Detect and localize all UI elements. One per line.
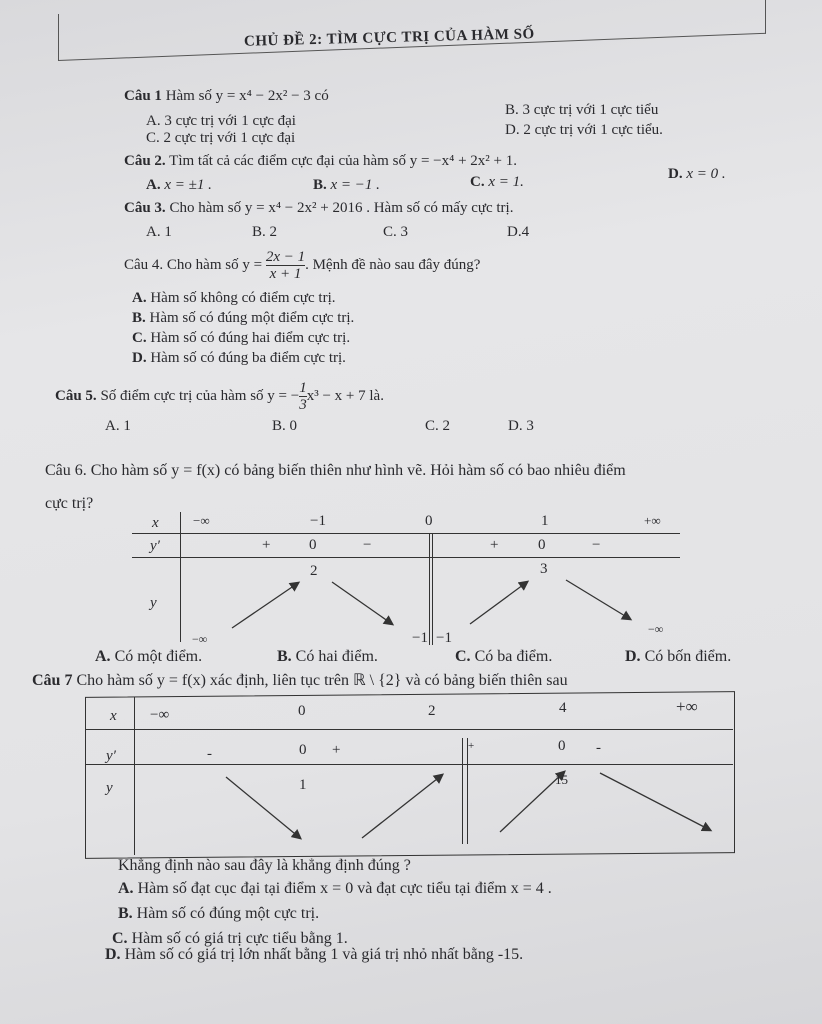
q7-sign: - [596, 740, 601, 756]
q5-label: Câu 5. [55, 387, 97, 404]
q7-table-border [85, 691, 735, 859]
q4-numerator: 2x − 1 [265, 249, 306, 265]
q7-d-letter: D. [105, 946, 121, 963]
q7-sign: + [468, 740, 475, 752]
q6-c-letter: C. [455, 648, 471, 665]
q6-y-value: −∞ [648, 622, 664, 636]
q6-d-text: Có bốn điểm. [644, 648, 732, 665]
q7-sign: 0 [558, 738, 566, 754]
q7-row-line-1 [85, 729, 733, 730]
q6-option-a [95, 648, 202, 666]
q7-x-value: −∞ [150, 707, 170, 723]
q6-y-value: −1 [436, 630, 452, 646]
q5-option-a: A. 1 [105, 418, 131, 434]
q5-numerator: 1 [299, 380, 307, 396]
q7-x-value: 2 [428, 703, 436, 719]
q4-label: Câu 4. [124, 256, 164, 273]
q7-a-text: Hàm số đạt cục đại tại điểm x = 0 và đạt cực tiểu tại điểm x = 4 . [137, 880, 552, 897]
q6-y-header: y [150, 595, 157, 611]
q6-x-value: −1 [310, 513, 326, 529]
q7-c-text: Hàm số có giá trị cực tiểu bằng 1. [131, 930, 348, 947]
q6-arrow-up [232, 583, 298, 628]
q5-denominator: 3 [299, 397, 307, 413]
q6-x-value: 0 [425, 513, 433, 529]
q6-b-letter: B. [277, 648, 292, 665]
q6-text-2: cực trị? [45, 495, 94, 512]
q6-y-value: 3 [540, 561, 548, 577]
q4-d-letter: D. [132, 350, 147, 366]
q7-option-d [105, 946, 523, 964]
q1-option-a: A. 3 cực trị với 1 cực đại [146, 113, 296, 129]
q7-label: Câu 7 [32, 672, 73, 689]
q7-x-value: +∞ [676, 697, 698, 716]
q7-y-header: y [106, 780, 113, 796]
q2-label: Câu 2. [124, 153, 166, 169]
q5-option-d: D. 3 [508, 418, 534, 434]
q3-label: Câu 3. [124, 200, 166, 216]
q6-sign: − [592, 537, 601, 553]
q6-x-value: +∞ [644, 513, 661, 528]
q6-option-d [625, 648, 731, 666]
q6-x-value: −∞ [193, 513, 210, 528]
q2-b-letter: B. [313, 177, 327, 193]
q2-d-letter: D. [668, 166, 683, 182]
q7-double-bar-2 [467, 738, 468, 844]
q6-arrow-down [332, 582, 392, 624]
q7 [32, 670, 568, 690]
q6-y-value: −1 [412, 630, 428, 646]
q2-text: Tìm tất cả các điểm cực đại của hàm số y = −x⁴ + 2x² + 1. [169, 153, 518, 169]
q6-x-header: x [152, 515, 159, 531]
q6-option-b [277, 648, 378, 666]
q6-sign: − [363, 537, 372, 553]
q6-sign: 0 [309, 537, 317, 553]
q7-b-text: Hàm số có đúng một cực trị. [136, 905, 320, 922]
q7-sign: 0 [299, 742, 307, 758]
q5-option-c: C. 2 [425, 418, 451, 434]
q4-a-letter: A. [132, 290, 147, 306]
q3-option-c: C. 3 [383, 224, 409, 240]
q6-option-c [455, 648, 552, 666]
q6-a-text: Có một điểm. [114, 648, 203, 665]
q6-arrow-down [566, 580, 630, 619]
q6-sign: + [262, 537, 271, 553]
q6-x-value: 1 [541, 513, 549, 529]
q4-b-text: Hàm số có đúng một điểm cực trị. [149, 310, 355, 326]
q4-post: . Mệnh đề nào sau đây đúng? [305, 256, 481, 273]
q7-option-a [118, 880, 552, 898]
q5-option-b: B. 0 [272, 418, 298, 434]
q7-a-letter: A. [118, 880, 134, 897]
q7-row-line-2 [85, 764, 733, 765]
q2-d-value: x = 0 . [686, 166, 726, 182]
q4-a-text: Hàm số không có điểm cực trị. [150, 290, 336, 306]
q1-option-b: B. 3 cực trị với 1 cực tiểu [505, 102, 659, 118]
q4-d-text: Hàm số có đúng ba điểm cực trị. [150, 350, 346, 366]
q6-text: Câu 6. Cho hàm số y = f(x) có bảng biến thiên như hình vẽ. Hỏi hàm số có bao nhiêu điểm [45, 462, 626, 479]
q5-post: x³ − x + 7 là. [306, 387, 384, 404]
q1-label: Câu 1 [124, 88, 162, 104]
q3-option-b: B. 2 [252, 224, 278, 240]
q2-c-value: x = 1. [488, 174, 524, 190]
q3-option-a: A. 1 [146, 224, 172, 240]
q6-sign: + [490, 537, 499, 553]
q7-col-line [134, 697, 135, 855]
q4-c-text: Hàm số có đúng hai điểm cực trị. [150, 330, 351, 346]
q7-yp-header: y′ [106, 748, 116, 764]
q4-denominator: x + 1 [269, 266, 302, 282]
q4-b-letter: B. [132, 310, 146, 326]
q4-c-letter: C. [132, 330, 147, 346]
q2-a-value: x = ±1 . [164, 177, 212, 193]
q7-x-value: 4 [559, 700, 567, 716]
q7-b-letter: B. [118, 905, 133, 922]
q7-sign: - [207, 746, 212, 762]
q1-option-d: D. 2 cực trị với 1 cực tiểu. [505, 122, 663, 138]
q2-c-letter: C. [470, 174, 485, 190]
q7-double-bar-1 [462, 738, 463, 844]
q2-a-letter: A. [146, 177, 161, 193]
q6-y-value: 2 [310, 563, 318, 579]
q6-y-value: −∞ [192, 632, 208, 646]
q6-yp-header: y′ [150, 538, 160, 554]
q7-option-b [118, 905, 319, 923]
q6-sign: 0 [538, 537, 546, 553]
q7-x-value: 0 [298, 703, 306, 719]
q7-c-letter: C. [112, 930, 128, 947]
q7-sign: + [332, 742, 341, 758]
q3-option-d: D.4 [507, 224, 530, 240]
q1-text: Hàm số y = x⁴ − 2x² − 3 có [165, 88, 329, 104]
q1-option-c: C. 2 cực trị với 1 cực đại [146, 130, 296, 146]
q6-d-letter: D. [625, 648, 641, 665]
q4-pre: Cho hàm số y = [166, 256, 263, 273]
q7-question: Khẳng định nào sau đây là khẳng định đúng ? [118, 857, 411, 874]
q6-arrow-up [470, 582, 527, 624]
q7-d-text: Hàm số có giá trị lớn nhất bằng 1 và giá trị nhỏ nhất bằng -15. [124, 946, 524, 963]
q5-pre: Số điểm cực trị của hàm số y = − [100, 387, 300, 404]
q7-y-value: 1 [299, 777, 307, 793]
q7-text: Cho hàm số y = f(x) xác định, liên tục trên ℝ \ {2} và có bảng biến thiên sau [76, 672, 568, 689]
q7-y-value: 15 [555, 772, 568, 787]
page-title: CHỦ ĐỀ 2: TÌM CỰC TRỊ CỦA HÀM SỐ [243, 26, 535, 50]
q6-b-text: Có hai điểm. [295, 648, 378, 665]
q3-text: Cho hàm số y = x⁴ − 2x² + 2016 . Hàm số có mấy cực trị. [169, 200, 514, 216]
q7-x-header: x [110, 708, 117, 724]
q6-a-letter: A. [95, 648, 111, 665]
q6-c-text: Có ba điểm. [474, 648, 553, 665]
q2-b-value: x = −1 . [330, 177, 380, 193]
